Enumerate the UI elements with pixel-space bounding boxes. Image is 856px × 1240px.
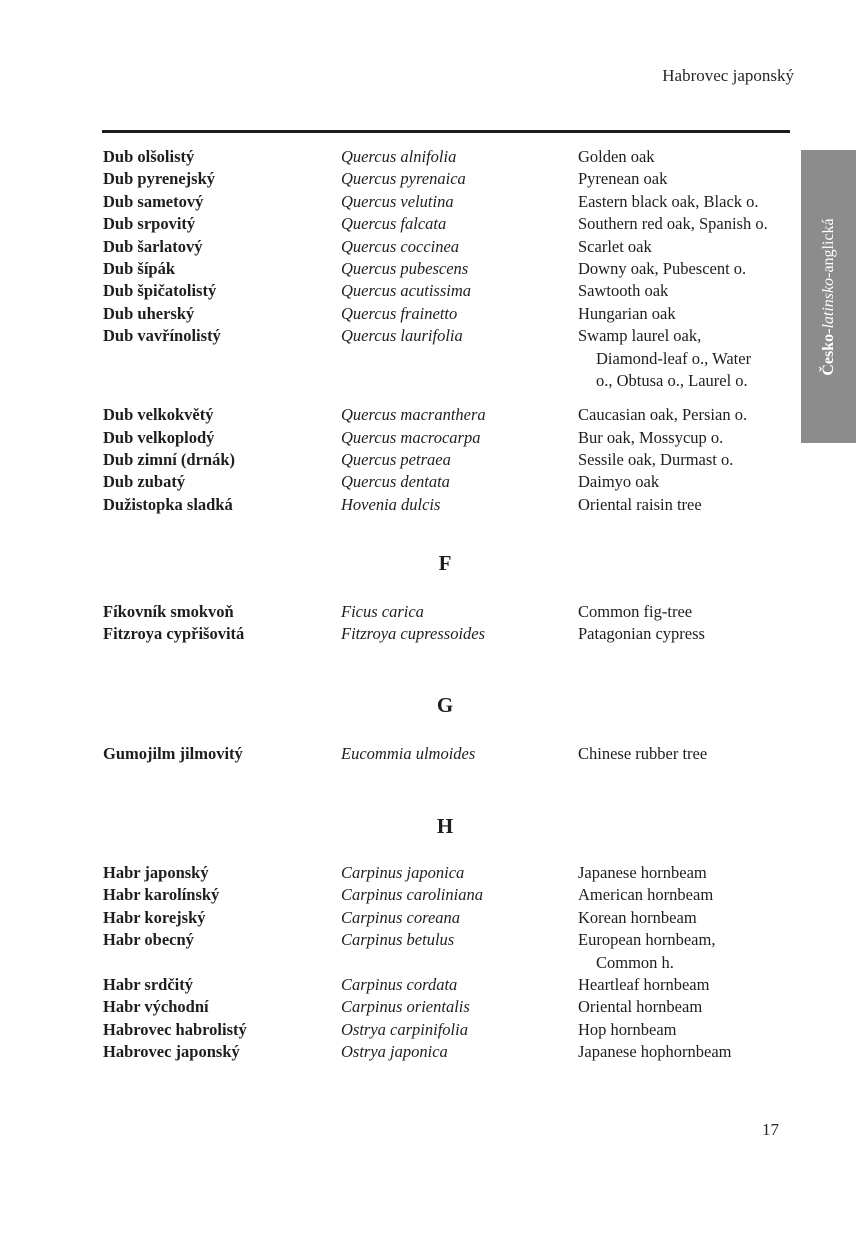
- english-name: Hop hornbeam: [578, 1019, 677, 1039]
- english-name: Swamp laurel oak, Diamond-leaf o., Water o., Obtusa o., Laurel o.: [578, 326, 752, 390]
- czech-name: Dub špičatolistý: [103, 281, 217, 301]
- latin-name: Quercus coccinea: [341, 236, 460, 256]
- latin-name: Quercus laurifolia: [341, 326, 463, 346]
- section-letter-g: G: [436, 693, 454, 717]
- table-row: [0, 884, 856, 906]
- latin-name: Ostrya japonica: [341, 1042, 448, 1062]
- section-g: [0, 743, 856, 765]
- latin-name: Carpinus caroliniana: [341, 885, 483, 905]
- table-row: [0, 258, 856, 280]
- table-row: [0, 191, 856, 213]
- table-row: [0, 404, 856, 426]
- english-name: Pyrenean oak: [578, 169, 668, 189]
- czech-name: Dub šarlatový: [103, 236, 203, 256]
- czech-name: Dub zimní (drnák): [103, 449, 236, 469]
- latin-name: Quercus acutissima: [341, 281, 472, 301]
- table-row: [0, 1041, 856, 1063]
- english-name: Common fig-tree: [578, 602, 693, 621]
- czech-name: Habr východní: [103, 997, 209, 1017]
- english-name: Bur oak, Mossycup o.: [578, 427, 724, 447]
- table-row: [0, 623, 856, 645]
- latin-name: Quercus macranthera: [341, 405, 486, 425]
- english-name: Southern red oak, Spanish o.: [578, 214, 768, 234]
- english-name: Sawtooth oak: [578, 281, 669, 301]
- latin-name: Fitzroya cupressoides: [341, 624, 486, 644]
- table-row: [0, 862, 856, 884]
- latin-name: Quercus alnifolia: [341, 147, 457, 166]
- czech-name: Dub šípák: [103, 258, 176, 278]
- czech-name: Habrovec habrolistý: [103, 1019, 247, 1039]
- latin-name: Quercus frainetto: [341, 303, 458, 323]
- czech-name: Dužistopka sladká: [103, 494, 233, 514]
- english-name: Daimyo oak: [578, 472, 660, 492]
- english-name: Korean hornbeam: [578, 907, 697, 927]
- english-name: Chinese rubber tree: [578, 744, 708, 763]
- table-row: [0, 974, 856, 996]
- table-row: [0, 494, 856, 516]
- czech-name: Gumojilm jilmovitý: [103, 744, 243, 763]
- czech-name: Habr srdčitý: [103, 974, 193, 994]
- english-name: Japanese hophornbeam: [578, 1042, 732, 1062]
- czech-name: Dub olšolistý: [103, 147, 195, 166]
- czech-name: Dub zubatý: [103, 472, 186, 492]
- latin-name: Quercus macrocarpa: [341, 427, 481, 447]
- czech-name: Dub velkokvětý: [103, 405, 214, 425]
- table-row: [0, 146, 856, 168]
- table-row: [0, 303, 856, 325]
- czech-name: Habr karolínský: [103, 885, 220, 905]
- czech-name: Habr obecný: [103, 930, 194, 950]
- table-row: [0, 601, 856, 623]
- latin-name: Carpinus japonica: [341, 863, 465, 882]
- running-head: Habrovec japonský: [662, 66, 794, 85]
- latin-name: Quercus petraea: [341, 449, 451, 469]
- latin-name: Quercus falcata: [341, 214, 447, 234]
- english-name: Scarlet oak: [578, 236, 652, 256]
- table-row: [0, 213, 856, 235]
- table-row: [0, 236, 856, 258]
- latin-name: Eucommia ulmoides: [341, 744, 476, 763]
- latin-name: Carpinus orientalis: [341, 997, 470, 1017]
- english-name: American hornbeam: [578, 885, 714, 905]
- table-row: [0, 427, 856, 449]
- english-name: Patagonian cypress: [578, 624, 705, 644]
- latin-name: Quercus velutina: [341, 191, 454, 211]
- table-row: [0, 280, 856, 302]
- english-name: European hornbeam, Common h.: [578, 930, 716, 972]
- latin-name: Quercus pubescens: [341, 258, 469, 278]
- czech-name: Dub vavřínolistý: [103, 326, 221, 346]
- czech-name: Dub sametový: [103, 191, 204, 211]
- english-name: Japanese hornbeam: [578, 863, 707, 882]
- section-letter-h: H: [436, 814, 454, 838]
- latin-name: Quercus dentata: [341, 472, 450, 492]
- czech-name: Fitzroya cypřišovitá: [103, 624, 245, 644]
- section-h: [0, 862, 856, 1064]
- english-name: Caucasian oak, Persian o.: [578, 405, 748, 425]
- table-row: [0, 1019, 856, 1041]
- czech-name: Dub velkoplodý: [103, 427, 215, 447]
- section-d: [0, 146, 856, 516]
- table-row: [0, 996, 856, 1018]
- section-letter-f: F: [438, 551, 452, 575]
- english-name: Downy oak, Pubescent o.: [578, 258, 747, 278]
- latin-name: Ostrya carpinifolia: [341, 1019, 468, 1039]
- english-name: Eastern black oak, Black o.: [578, 191, 759, 211]
- english-name: Oriental raisin tree: [578, 494, 702, 514]
- table-row: [0, 471, 856, 493]
- czech-name: Habr japonský: [103, 863, 209, 882]
- table-row: [0, 907, 856, 929]
- table-row: [0, 168, 856, 190]
- table-row: [0, 743, 856, 765]
- czech-name: Habrovec japonský: [103, 1042, 240, 1062]
- czech-name: Dub srpovitý: [103, 214, 196, 234]
- english-name: Golden oak: [578, 147, 655, 166]
- english-name: Sessile oak, Durmast o.: [578, 449, 734, 469]
- czech-name: Dub pyrenejský: [103, 169, 216, 189]
- latin-name: Carpinus coreana: [341, 907, 461, 927]
- table-row: [0, 325, 856, 404]
- section-f: [0, 601, 856, 646]
- page-number: 17: [762, 1120, 779, 1139]
- latin-name: Ficus carica: [341, 602, 424, 621]
- english-name: Hungarian oak: [578, 303, 676, 323]
- latin-name: Hovenia dulcis: [341, 494, 441, 514]
- english-name: Heartleaf hornbeam: [578, 974, 710, 994]
- latin-name: Carpinus betulus: [341, 930, 455, 950]
- czech-name: Dub uherský: [103, 303, 195, 323]
- header-rule: [102, 130, 790, 133]
- latin-name: Quercus pyrenaica: [341, 169, 466, 189]
- latin-name: Carpinus cordata: [341, 974, 458, 994]
- side-tab-label: Česko-latinsko-anglická: [819, 217, 837, 376]
- czech-name: Fíkovník smokvoň: [103, 602, 234, 621]
- czech-name: Habr korejský: [103, 907, 206, 927]
- table-row: [0, 929, 856, 974]
- english-name: Oriental hornbeam: [578, 997, 703, 1017]
- table-row: [0, 449, 856, 471]
